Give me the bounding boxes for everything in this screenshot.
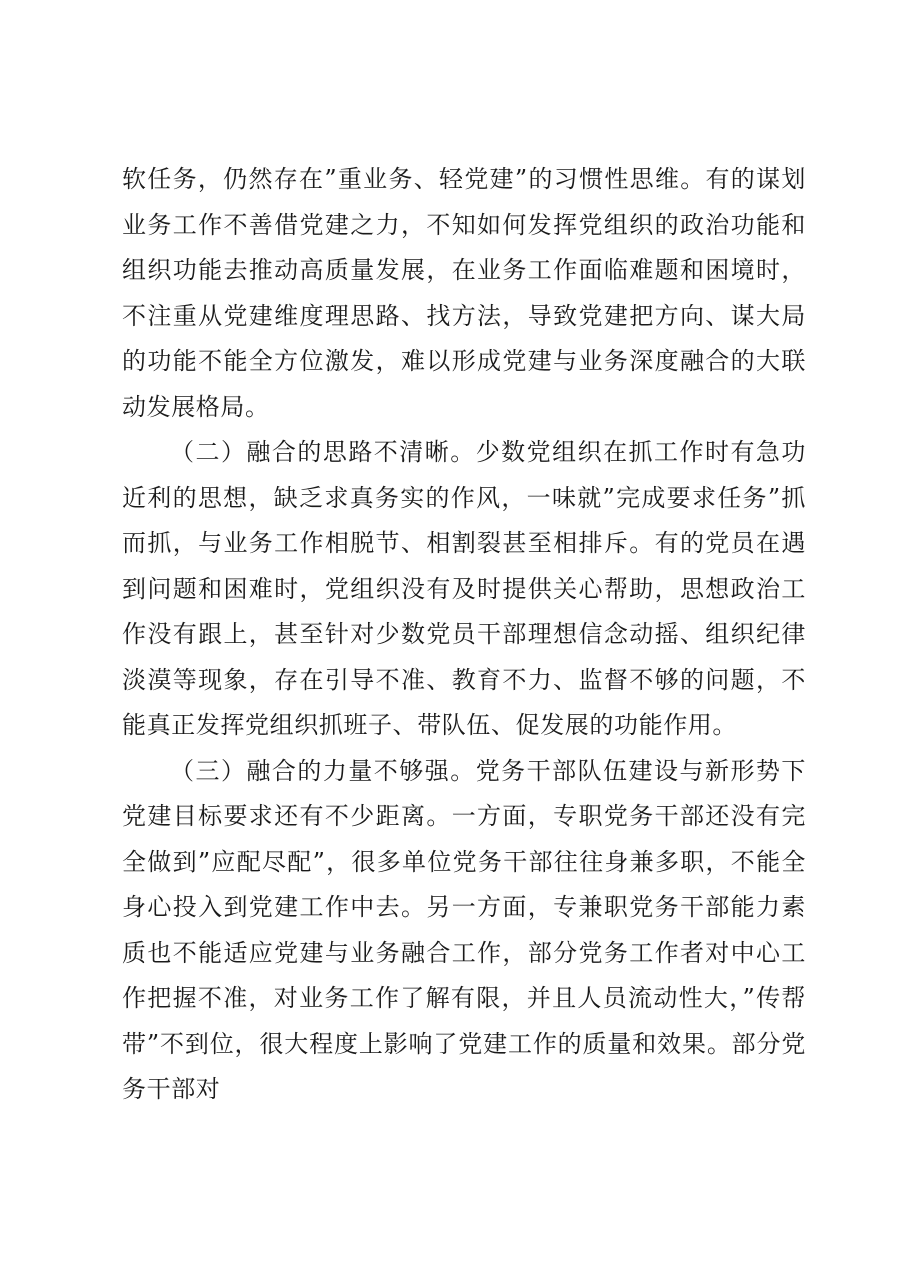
paragraph-section-two: （二）融合的思路不清晰。少数党组织在抓工作时有急功近利的思想，缺乏求真务实的作风，一味就”完成要求任务”抓而抓，与业务工作相脱节、相割裂甚至相排斥。有的党员在遇到问题和困难时，党组织没有及时提供关心帮助，思想政治工作没有跟上，甚至针对少数党员干部理想信念动摇、组织纪律淡漠等现象，存在引导不准、教育不力、监督不够的问题，不能真正发挥党组织抓班子、带队伍、促发展的功能作用。 xyxy=(122,438,806,739)
document-body xyxy=(122,157,806,1113)
paragraph-section-three: （三）融合的力量不够强。党务干部队伍建设与新形势下党建目标要求还有不少距离。一方面，专职党务干部还没有完全做到”应配尽配”，很多单位党务干部往往身兼多职，不能全身心投入到党建工作中去。另一方面，专兼职党务干部能力素质也不能适应党建与业务融合工作，部分党务工作者对中心工作把握不准，对业务工作了解有限，并且人员流动性大，”传帮带”不到位，很大程度上影响了党建工作的质量和效果。部分党务干部对 xyxy=(122,756,806,1103)
paragraph-continuation: 软任务，仍然存在”重业务、轻党建”的习惯性思维。有的谋划业务工作不善借党建之力，不知如何发挥党组织的政治功能和组织功能去推动高质量发展，在业务工作面临难题和困境时，不注重从党建维度理思路、找方法，导致党建把方向、谋大局的功能不能全方位激发，难以形成党建与业务深度融合的大联动发展格局。 xyxy=(122,165,806,421)
